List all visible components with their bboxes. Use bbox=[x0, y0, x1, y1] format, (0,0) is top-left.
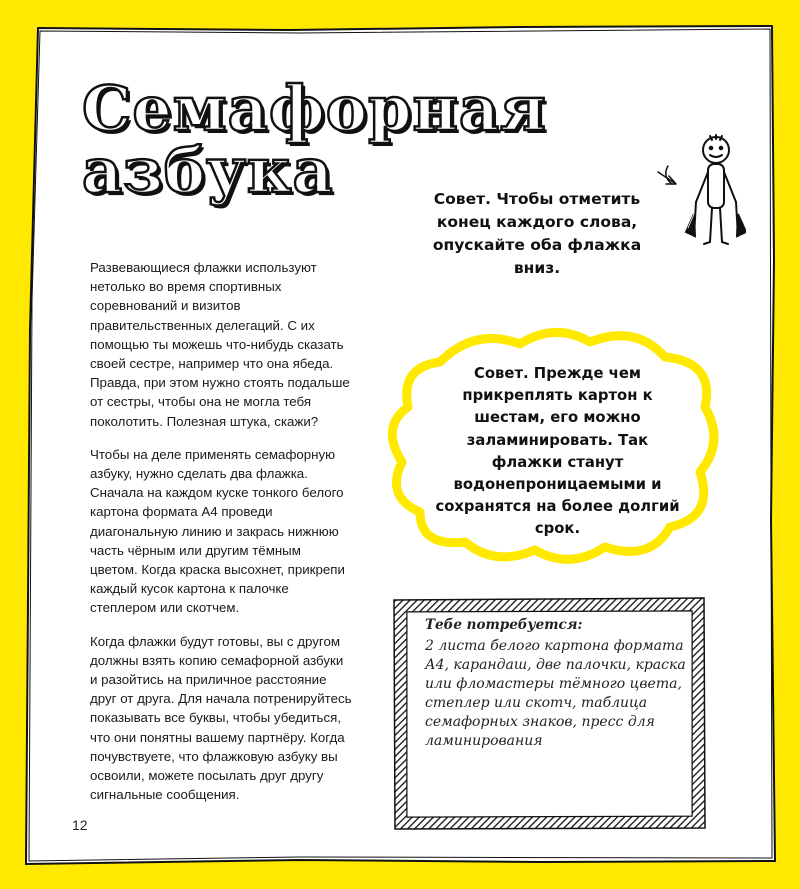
materials-list bbox=[425, 616, 695, 751]
stick-figure-illustration bbox=[654, 132, 746, 260]
body-paragraph-1: Развевающиеся флажки используют нетолько во время спортивных соревнований и визитов правительственных делегаций. С их помощью ты можешь что-нибудь сказать своей сестре, например что она ябеда. Правда, при этом нужно стоять подальше от сестры, чтобы она не могла тебя поколотить. Полезная штука, скажи? bbox=[90, 260, 350, 429]
page-number: 12 bbox=[72, 817, 88, 833]
materials-heading: Тебе потребуется: bbox=[425, 617, 583, 633]
tip-end-of-word: Совет. Чтобы отметить конец каждого слова, опускайте оба флажка вниз. bbox=[432, 190, 642, 277]
body-text bbox=[90, 258, 352, 818]
body-paragraph-3: Когда флажки будут готовы, вы с другом должны взять копию семафорной азбуки и разойтись на приличное расстояние друг от друга. Для начала потренируйтесь показывать все буквы, чтобы убедиться, что они понятны вашему партнёру. Когда почувствуете, что флажковую азбуку вы освоили, можете посылать друг другу сигнальные сообщения. bbox=[90, 633, 352, 803]
materials-text: 2 листа белого картона формата А4, карандаш, две палочки, краска или фломастеры тёмного цвета, степлер или скотч, таблица семафорных знаков, пресс для ламинирования bbox=[425, 638, 686, 749]
tip-lamination: Совет. Прежде чем прикреплять картон к шестам, его можно заламинировать. Так флажки станут водонепроницаемыми и сохранятся на более долгий срок. bbox=[435, 365, 680, 538]
title-line-1: Семафорная bbox=[82, 72, 547, 145]
stick-figure-icon bbox=[658, 135, 746, 244]
title-line-2: азбука bbox=[82, 134, 334, 207]
page-title bbox=[82, 72, 547, 207]
body-paragraph-2: Чтобы на деле применять семафорную азбуку, нужно сделать два флажка. Сначала на каждом куске тонкого белого картона формата А4 проведи диагональную линию и закрась нижнюю часть чёрным или другим тёмным цветом. Когда краска высохнет, прикрепи каждый кусок картона к палочке степлером или скотчем. bbox=[90, 446, 345, 616]
